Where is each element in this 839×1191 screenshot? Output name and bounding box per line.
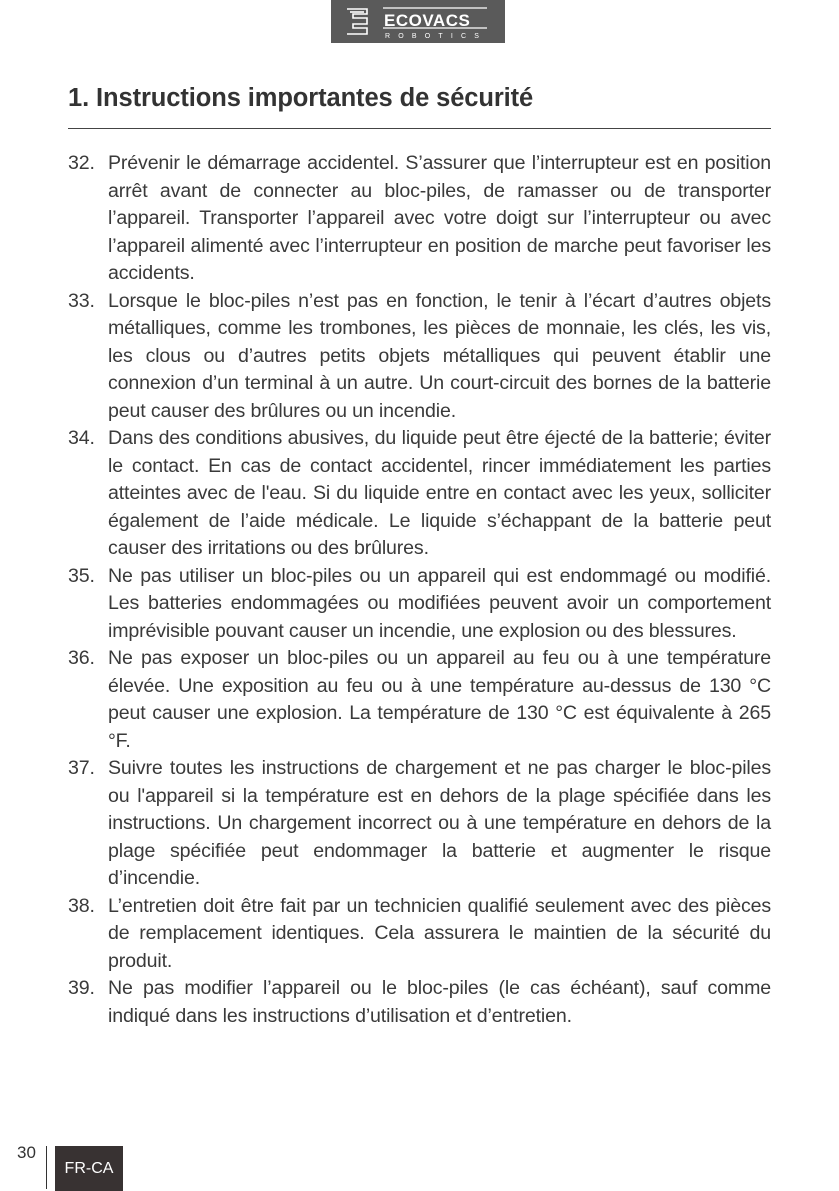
item-text: Dans des conditions abusives, du liquide peut être éjecté de la batterie; éviter le contact. En cas de contact accidentel, rincer immédiatement les parties atteintes avec de l'eau. Si du liquide entre en contact avec les yeux, solliciter également de l’aide médicale. Le liquide s’échappant de la batterie peut causer des irritations ou des brûlures.	[108, 427, 771, 559]
item-number: 37.	[68, 757, 95, 779]
item-text: Suivre toutes les instructions de chargement et ne pas charger le bloc-piles ou l'appareil si la température est en dehors de la plage spécifiée dans les instructions. Un chargement incorrect ou à une température en dehors de la plage spécifiée peut endommager la batterie et augmenter le risque d’incendie.	[108, 757, 771, 889]
svg-text:ECOVACS: ECOVACS	[384, 11, 471, 30]
item-number: 39.	[68, 977, 95, 999]
ecovacs-logo	[331, 0, 505, 43]
svg-text:ROBOTICS: ROBOTICS	[385, 33, 488, 40]
list-item	[68, 975, 771, 1030]
locale-label: FR-CA	[64, 1159, 114, 1177]
list-item	[68, 150, 771, 288]
list-item	[68, 645, 771, 755]
list-item	[68, 563, 771, 646]
page-number: 30	[17, 1143, 36, 1162]
title-divider	[68, 128, 771, 129]
list-item	[68, 288, 771, 426]
item-text: Ne pas modifier l’appareil ou le bloc-piles (le cas échéant), sauf comme indiqué dans les instructions d’utilisation et d’entretien.	[108, 977, 771, 1027]
ecovacs-logo-icon	[331, 0, 505, 43]
list-item	[68, 425, 771, 563]
item-text: Ne pas exposer un bloc-piles ou un appareil au feu ou à une température élevée. Une exposition au feu ou à une température au-dessus de 130 °C peut causer une explosion. La température de 130 °C est équivalente à 265 °F.	[108, 647, 771, 752]
item-number: 36.	[68, 647, 95, 669]
item-text: Lorsque le bloc-piles n’est pas en fonction, le tenir à l’écart d’autres objets métalliques, comme les trombones, les pièces de monnaie, les clés, les vis, les clous ou d’autres petits objets métalliques qui peuvent établir une connexion d’un terminal à un autre. Un court-circuit des bornes de la batterie peut causer des brûlures ou un incendie.	[108, 289, 771, 422]
list-item	[68, 893, 771, 976]
item-number: 34.	[68, 427, 95, 449]
item-text: Prévenir le démarrage accidentel. S’assurer que l’interrupteur est en position arrêt avant de connecter au bloc-piles, de ramasser ou de transporter l’appareil. Transporter l’appareil avec votre doigt sur l’interrupteur ou avec l’appareil alimenté avec l’interrupteur en position de marche peut favoriser les accidents.	[108, 152, 771, 284]
section-title: 1. Instructions importantes de sécurité	[68, 84, 534, 112]
list-item	[68, 755, 771, 893]
footer-divider	[46, 1146, 47, 1189]
item-text: L’entretien doit être fait par un technicien qualifié seulement avec des pièces de remplacement identiques. Cela assurera le maintien de la sécurité du produit.	[108, 894, 771, 972]
locale-badge	[55, 1146, 123, 1191]
safety-instructions-list	[68, 150, 771, 1030]
item-number: 38.	[68, 894, 95, 917]
item-text: Ne pas utiliser un bloc-piles ou un appareil qui est endommagé ou modifié. Les batteries endommagées ou modifiées peuvent avoir un comportement imprévisible pouvant causer un incendie, une explosion ou des blessures.	[108, 564, 771, 642]
item-number: 32.	[68, 152, 95, 174]
item-number: 33.	[68, 289, 95, 312]
item-number: 35.	[68, 564, 95, 587]
